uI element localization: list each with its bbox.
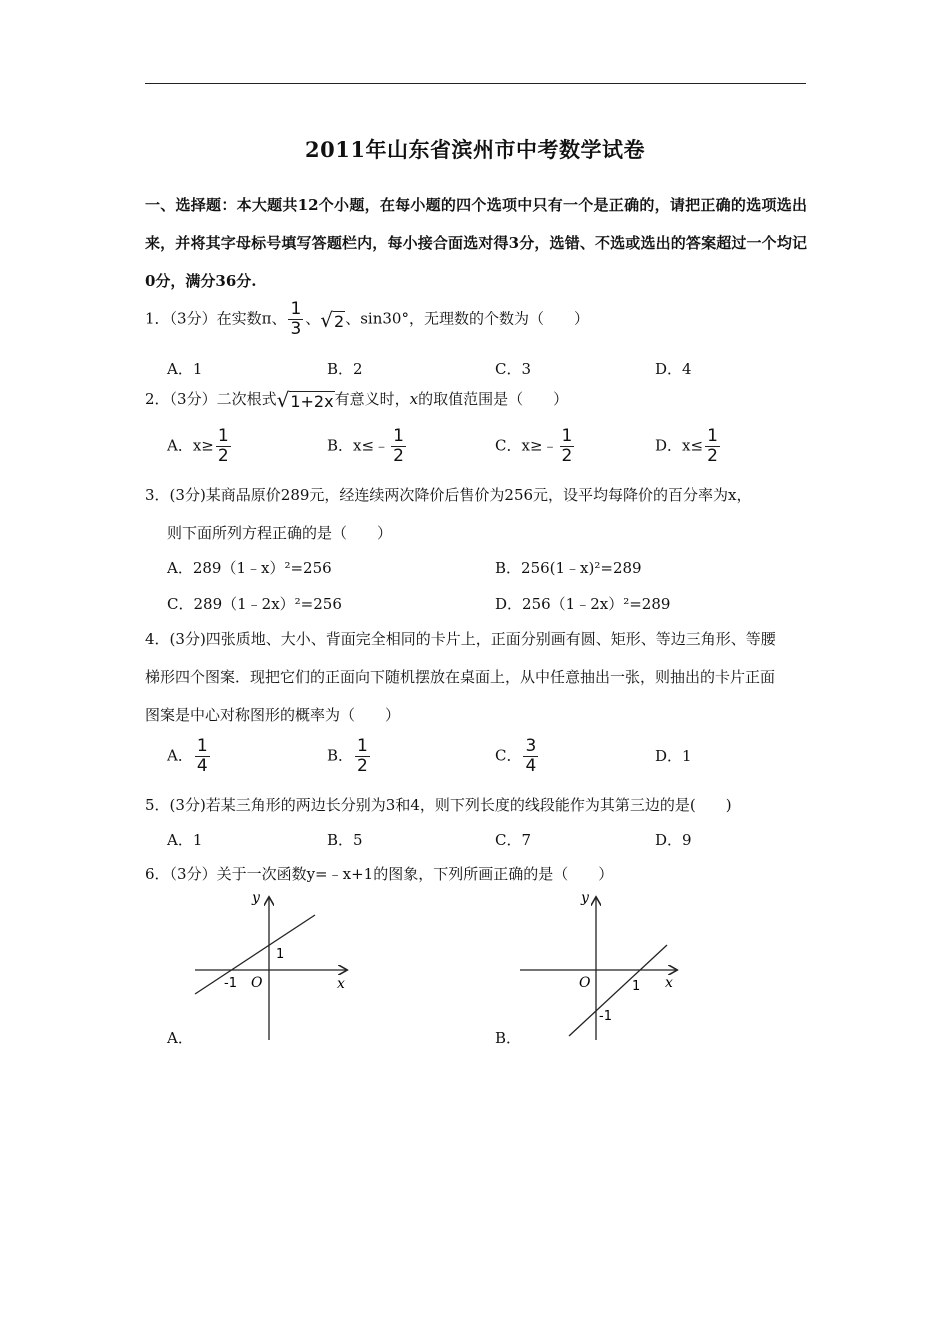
q3-option-a: A．289（1﹣x）²=256 [167, 559, 332, 577]
q3-option-c: C．289（1﹣2x）²=256 [167, 595, 342, 613]
question-1: 1．（3分）在实数π、 $\frac{1}{3}$ 、√2、sin30°，无理数的个数为（ ） [145, 299, 589, 339]
graph-b [515, 888, 685, 1043]
x-label: x [337, 976, 345, 992]
question-2: 2．（3分）二次根式√1+2x有意义时，x的取值范围是（ ） [145, 388, 569, 412]
q5-option-d: D．9 [655, 831, 692, 849]
q6-option-a: A． [167, 1029, 193, 1047]
page-title: 2011年山东省滨州市中考数学试卷 [305, 137, 645, 162]
question-4: 4．(3分)四张质地、大小、背面完全相同的卡片上，正面分别画有圆、矩形、等边三角形、等腰梯形四个图案．现把它们的正面向下随机摆放在桌面上，从中任意抽出一张，则抽出的卡片正面图案是中心对称图形的概率为（ ） [145, 630, 776, 724]
fraction: $\frac{1}{3}$ [290, 299, 302, 339]
q1-option-c: C．3 [495, 360, 532, 378]
question-1-head: 1．（3分）在实数π、 [145, 309, 287, 328]
q3-option-b: B．256(1﹣x)²=289 [495, 559, 642, 577]
graph-a [190, 888, 355, 1043]
square-root: √1+2x [276, 388, 334, 412]
q4-option-d: D．1 [655, 747, 692, 765]
q5-option-a: A．1 [167, 831, 203, 849]
y-intercept-label: -1 [599, 1009, 612, 1024]
y-label: y [581, 890, 589, 906]
q1-option-a: A．1 [167, 360, 203, 378]
q2-option-d: D．x≤ $\frac{1}{2}$ [655, 426, 718, 466]
q2-option-a: A．x≥ $\frac{1}{2}$ [167, 426, 229, 466]
section-instructions: 一、选择题：本大题共12个小题，在每小题的四个选项中只有一个是正确的，请把正确的选项选出来，并将其字母标号填写答题栏内，每小接合面选对得3分，选错、不选或选出的答案超过一个均记0分，满分36分. [145, 196, 807, 290]
question-1-tail: 、sin30°，无理数的个数为（ ） [345, 309, 589, 328]
y-label: y [252, 890, 260, 906]
q4-option-b: B． $\frac{1}{2}$ [327, 736, 368, 776]
q4-option-c: C． $\frac{3}{4}$ [495, 736, 537, 776]
q6-option-b: B． [495, 1029, 522, 1047]
x-label: x [665, 975, 673, 991]
question-5: 5．(3分)若某三角形的两边长分别为3和4，则下列长度的线段能作为其第三边的是( ) [145, 796, 732, 814]
y-intercept-label: 1 [276, 947, 285, 962]
question-6: 6．（3分）关于一次函数y=﹣x+1的图象，下列所画正确的是（ ） [145, 865, 614, 883]
question-3-line-2: 则下面所列方程正确的是（ ） [167, 524, 393, 542]
x-intercept-label: 1 [632, 979, 641, 994]
x-intercept-label: -1 [224, 976, 237, 991]
q4-option-a: A． $\frac{1}{4}$ [167, 736, 208, 776]
q2-option-b: B．x≤﹣ $\frac{1}{2}$ [327, 426, 404, 466]
square-root: √2 [320, 307, 345, 332]
q5-option-b: B．5 [327, 831, 363, 849]
question-3-line-1: 3．(3分)某商品原价289元，经连续两次降价后售价为256元，设平均每降价的百分率为x， [145, 486, 752, 504]
origin-label: O [579, 975, 591, 991]
header-rule [145, 83, 806, 84]
q1-option-d: D．4 [655, 360, 692, 378]
q5-option-c: C．7 [495, 831, 532, 849]
q2-option-c: C．x≥﹣ $\frac{1}{2}$ [495, 426, 573, 466]
q1-option-b: B．2 [327, 360, 363, 378]
origin-label: O [251, 975, 263, 991]
q3-option-d: D．256（1﹣2x）²=289 [495, 595, 671, 613]
